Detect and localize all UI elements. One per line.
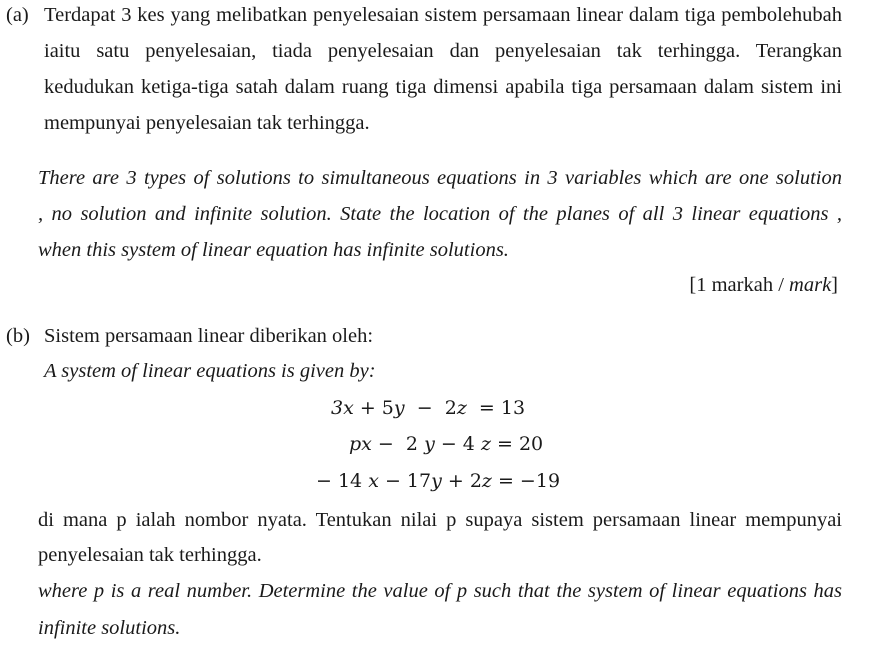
marks-italic: mark	[789, 274, 832, 296]
part-a-malay-line-1: Terdapat 3 kes yang melibatkan penyelesaian sistem persamaan linear dalam tiga pembolehubah	[44, 4, 842, 26]
marks-suffix: ]	[831, 274, 838, 296]
part-a-english-line-3: when this system of linear equation has infinite solutions.	[38, 239, 509, 261]
part-b-english-question-line-1: where p is a real number. Determine the value of p such that the system of linear equations has	[38, 580, 842, 602]
part-b-malay-question-line-1: di mana p ialah nombor nyata. Tentukan nilai p supaya sistem persamaan linear mempunyai	[38, 509, 842, 531]
part-b-malay-question-line-2: penyelesaian tak terhingga.	[38, 544, 262, 566]
equation-1: 3x + 5y − 2z = 13	[331, 397, 526, 419]
part-a-malay-line-2: iaitu satu penyelesaian, tiada penyelesaian dan penyelesaian tak terhingga. Terangkan	[44, 40, 842, 62]
part-a-malay-line-4: mempunyai penyelesaian tak terhingga.	[44, 112, 370, 134]
part-b-malay-intro: Sistem persamaan linear diberikan oleh:	[44, 325, 374, 347]
part-a-english-line-2: , no solution and infinite solution. State the location of the planes of all 3 linear equations ,	[38, 203, 842, 225]
equation-2: px − 2 y − 4 z = 20	[349, 433, 544, 455]
part-a-malay-line-3: kedudukan ketiga-tiga satah dalam ruang tiga dimensi apabila tiga persamaan dalam sistem ini	[44, 76, 842, 98]
part-b-label: (b)	[6, 325, 30, 347]
part-a-label: (a)	[6, 4, 29, 26]
marks-allocation	[689, 273, 838, 297]
part-a-english-line-1: There are 3 types of solutions to simultaneous equations in 3 variables which are one solution	[38, 167, 842, 189]
part-b-english-question-line-2: infinite solutions.	[38, 617, 181, 639]
part-b-english-intro: A system of linear equations is given by:	[44, 360, 376, 382]
equation-3: − 14 x − 17y + 2z = −19	[316, 470, 561, 492]
marks-prefix: [1 markah /	[689, 274, 790, 296]
